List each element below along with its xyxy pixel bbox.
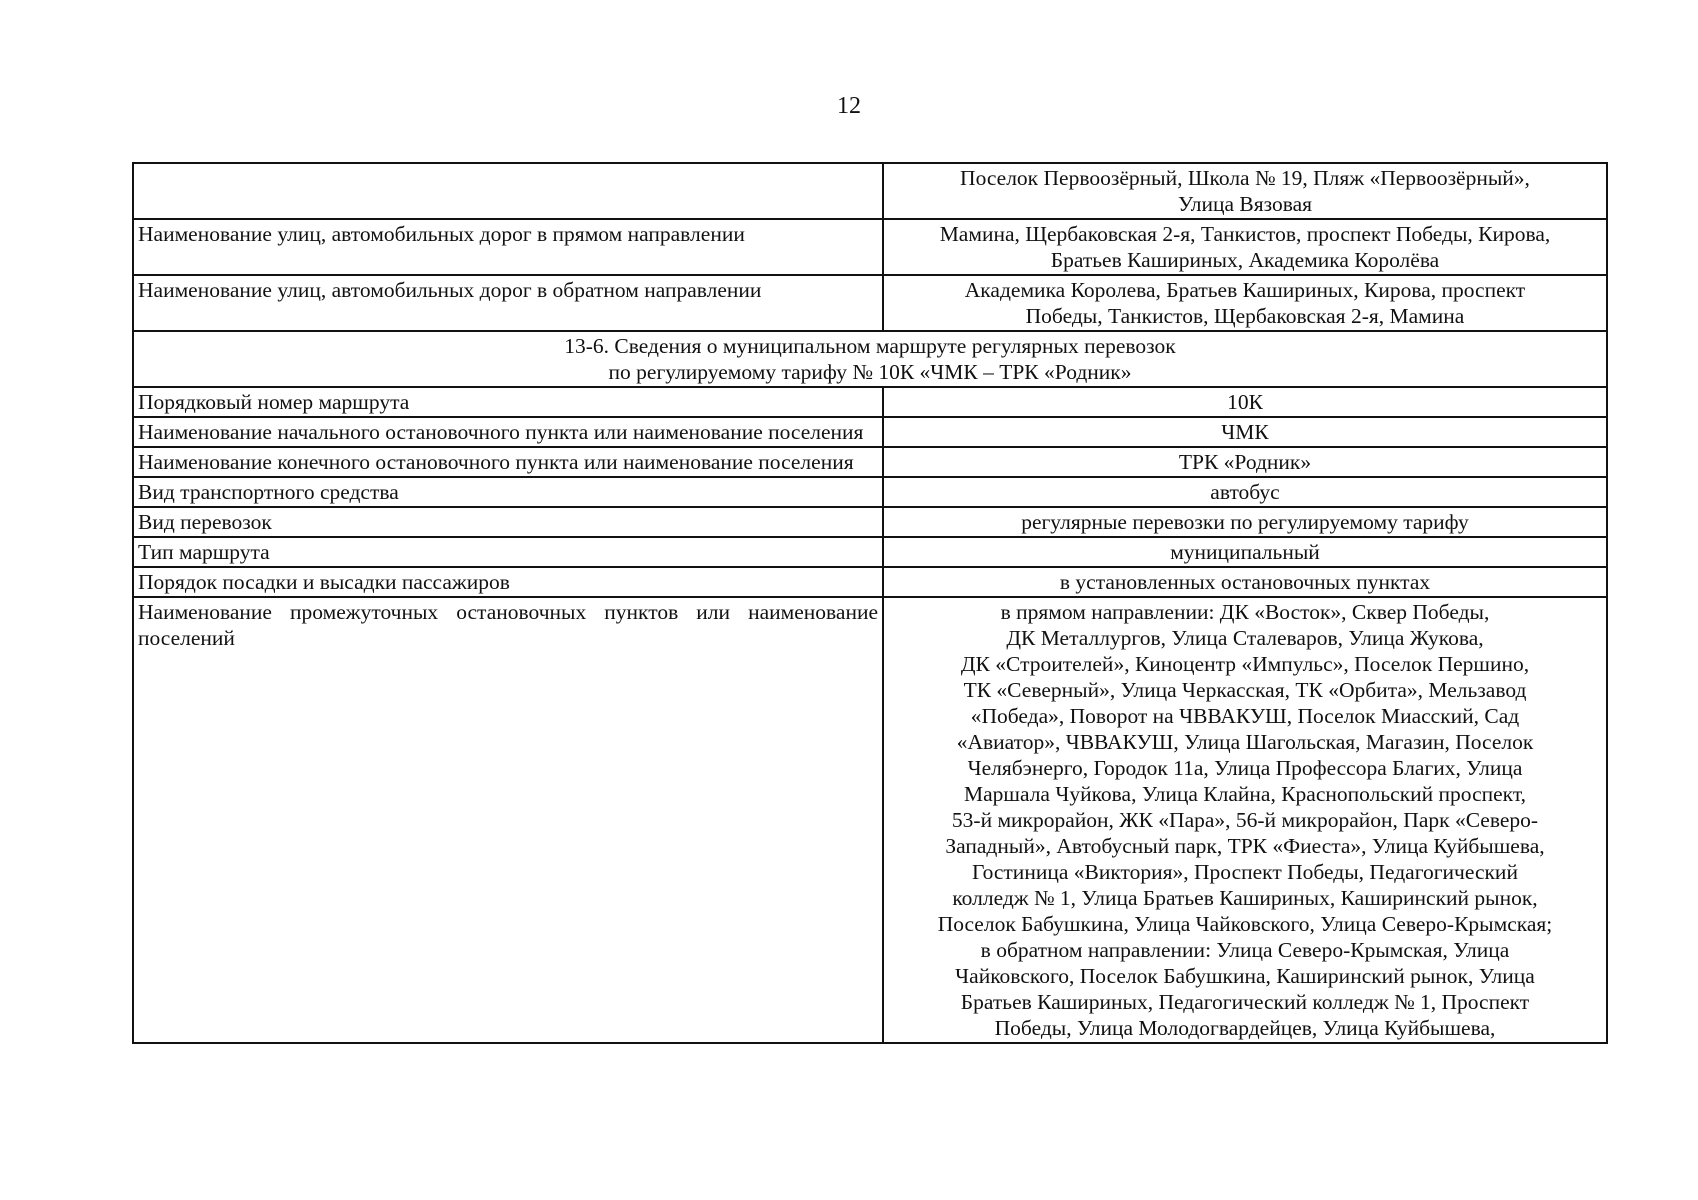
stops-line: Западный», Автобусный парк, ТРК «Фиеста», Улица Куйбышева, (945, 834, 1545, 858)
row-label: Наименование улиц, автомобильных дорог в прямом направлении (133, 219, 883, 275)
row-label: Наименование промежуточных остановочных пунктов или наименование поселений (133, 597, 883, 1043)
stops-line: Чайковского, Поселок Бабушкина, Каширинский рынок, Улица (955, 964, 1535, 988)
value-line: Мамина, Щербаковская 2-я, Танкистов, проспект Победы, Кирова, (939, 222, 1551, 246)
table-row (133, 447, 1607, 477)
row-label: Наименование конечного остановочного пункта или наименование поселения (133, 447, 883, 477)
row-value (883, 163, 1607, 219)
stops-line: 53-й микрорайон, ЖК «Пара», 56-й микрорайон, Парк «Северо- (951, 808, 1539, 832)
stops-line: Братьев Кашириных, Педагогический колледж № 1, Проспект (960, 990, 1530, 1014)
table-row (133, 275, 1607, 331)
stops-line: ТК «Северный», Улица Черкасская, ТК «Орбита», Мельзавод (963, 678, 1527, 702)
stops-line: в обратном направлении: Улица Северо-Крымская, Улица (980, 938, 1510, 962)
value-line: Поселок Первоозёрный, Школа № 19, Пляж «Первоозёрный», (960, 166, 1530, 190)
stops-line: «Авиатор», ЧВВАКУШ, Улица Шагольская, Магазин, Поселок (956, 730, 1534, 754)
stops-line: ДК Металлургов, Улица Сталеваров, Улица Жукова, (1006, 626, 1484, 650)
stops-line: Победы, Улица Молодогвардейцев, Улица Куйбышева, (994, 1016, 1496, 1040)
table-row (133, 537, 1607, 567)
table-row (133, 387, 1607, 417)
stops-line: Гостиница «Виктория», Проспект Победы, Педагогический (972, 860, 1518, 884)
row-label: Порядок посадки и высадки пассажиров (133, 567, 883, 597)
value-line: Победы, Танкистов, Щербаковская 2-я, Мамина (1025, 304, 1465, 328)
row-label: Наименование улиц, автомобильных дорог в обратном направлении (133, 275, 883, 331)
stops-line: Челябэнерго, Городок 11а, Улица Профессора Благих, Улица (967, 756, 1523, 780)
row-label: Вид транспортного средства (133, 477, 883, 507)
page-number: 12 (837, 93, 861, 119)
value-line: Братьев Кашириных, Академика Королёва (1050, 248, 1440, 272)
value-line: Академика Королева, Братьев Кашириных, Кирова, проспект (964, 278, 1526, 302)
stops-line: Поселок Бабушкина, Улица Чайковского, Улица Северо-Крымская; (937, 912, 1553, 936)
stops-line: в прямом направлении: ДК «Восток», Сквер Победы, (1000, 600, 1490, 624)
row-value: регулярные перевозки по регулируемому тарифу (883, 507, 1607, 537)
row-label-empty (133, 163, 883, 219)
table-row (133, 567, 1607, 597)
value-line: Улица Вязовая (1177, 192, 1313, 216)
row-value: ТРК «Родник» (883, 447, 1607, 477)
row-value: автобус (883, 477, 1607, 507)
section-title-line: по регулируемому тарифу № 10К «ЧМК – ТРК «Родник» (608, 360, 1132, 384)
intermediate-stops (883, 597, 1607, 1043)
stops-line: «Победа», Поворот на ЧВВАКУШ, Поселок Миасский, Сад (970, 704, 1520, 728)
table-row (133, 507, 1607, 537)
section-title (133, 331, 1607, 387)
row-value: 10К (883, 387, 1607, 417)
row-value (883, 275, 1607, 331)
table-row (133, 477, 1607, 507)
row-label: Вид перевозок (133, 507, 883, 537)
table-row (133, 597, 1607, 1043)
section-title-line: 13-6. Сведения о муниципальном маршруте регулярных перевозок (564, 334, 1176, 358)
row-value: ЧМК (883, 417, 1607, 447)
row-label: Тип маршрута (133, 537, 883, 567)
table-row (133, 417, 1607, 447)
table-row (133, 219, 1607, 275)
stops-line: ДК «Строителей», Киноцентр «Импульс», Поселок Першино, (960, 652, 1530, 676)
row-value (883, 219, 1607, 275)
stops-line: колледж № 1, Улица Братьев Кашириных, Каширинский рынок, (952, 886, 1538, 910)
section-header-row (133, 331, 1607, 387)
row-label: Порядковый номер маршрута (133, 387, 883, 417)
route-info-table (132, 162, 1608, 1044)
row-label: Наименование начального остановочного пункта или наименование поселения (133, 417, 883, 447)
row-value: в установленных остановочных пунктах (883, 567, 1607, 597)
row-value: муниципальный (883, 537, 1607, 567)
stops-line: Маршала Чуйкова, Улица Клайна, Краснопольский проспект, (964, 782, 1526, 806)
table-row (133, 163, 1607, 219)
